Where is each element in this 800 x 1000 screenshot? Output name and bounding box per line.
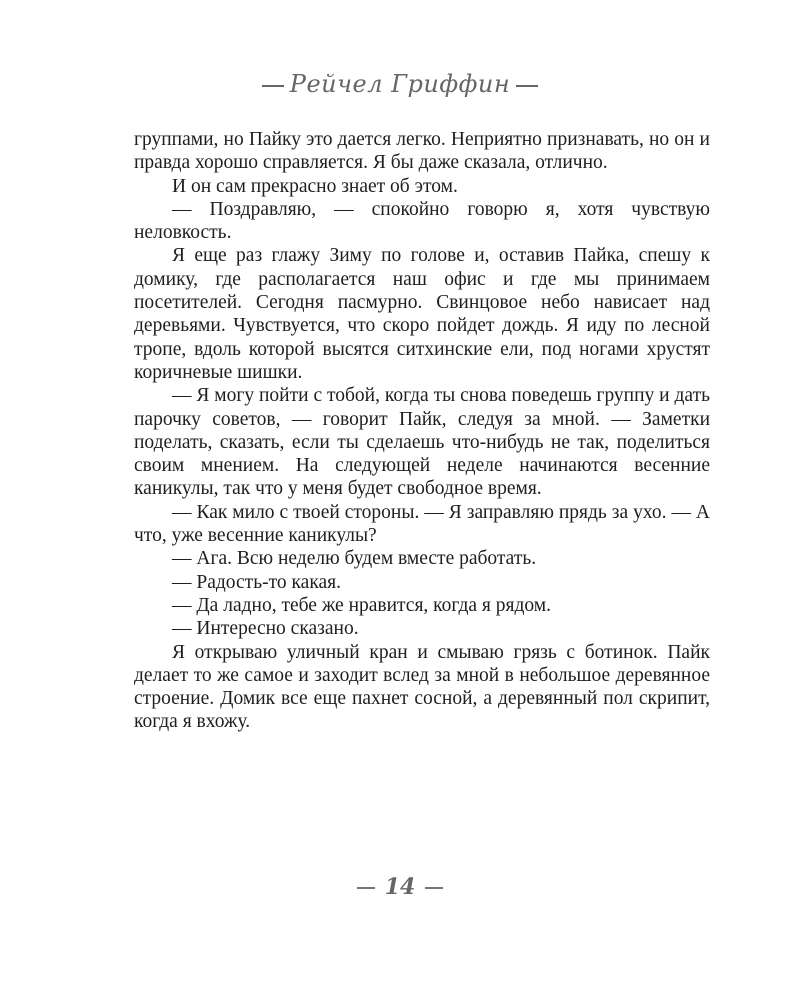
paragraph: — Я могу пойти с тобой, когда ты снова поведешь группу и дать парочку советов, — говорит Пайк, следуя за мной. — Заметки поделать, сказать, если ты сделаешь что-нибудь не так, поделиться своим мнением. На следующей неделе начинаются весенние каникулы, так что у меня будет свободное время.: [134, 385, 710, 500]
paragraph: Я открываю уличный кран и смываю грязь с ботинок. Пайк делает то же самое и заходит вслед за мной в небольшое деревянное строение. Домик все еще пахнет сосной, а деревянный пол скрипит, когда я вхожу.: [134, 641, 710, 733]
paragraph: И он сам прекрасно знает об этом.: [172, 175, 458, 197]
author-name: Рейчел Гриффин: [289, 70, 511, 98]
folio-dash-left: [357, 887, 375, 889]
paragraph: группами, но Пайку это дается легко. Неприятно признавать, но он и правда хорошо справляется. Я бы даже сказала, отлично.: [134, 129, 710, 174]
paragraph: Я еще раз глажу Зиму по голове и, оставив Пайка, спешу к домику, где располагается наш офис и где мы принимаем посетителей. Сегодня пасмурно. Свинцовое небо нависает над деревьями. Чувствуется, что скоро пойдет дождь. Я иду по лесной тропе, вдоль которой высятся ситхинские ели, под ногами хрустят коричневые шишки.: [134, 245, 710, 383]
paragraph: — Ага. Всю неделю будем вместе работать.: [172, 548, 537, 570]
page-folio: [0, 874, 800, 900]
paragraph: — Радость-то какая.: [172, 571, 341, 593]
paragraph: — Интересно сказано.: [172, 618, 359, 640]
running-head: [0, 70, 800, 98]
ornament-dash-left: [262, 85, 284, 87]
page-number: 14: [384, 874, 416, 900]
paragraph: — Поздравляю, — спокойно говорю я, хотя чувствую неловкость.: [134, 198, 710, 244]
body-text: [134, 128, 710, 734]
ornament-dash-right: [516, 85, 538, 87]
paragraph: — Да ладно, тебе же нравится, когда я рядом.: [172, 594, 551, 616]
paragraph: — Как мило с твоей стороны. — Я заправляю прядь за ухо. — А что, уже весенние каникулы?: [134, 501, 710, 547]
folio-dash-right: [425, 887, 443, 889]
